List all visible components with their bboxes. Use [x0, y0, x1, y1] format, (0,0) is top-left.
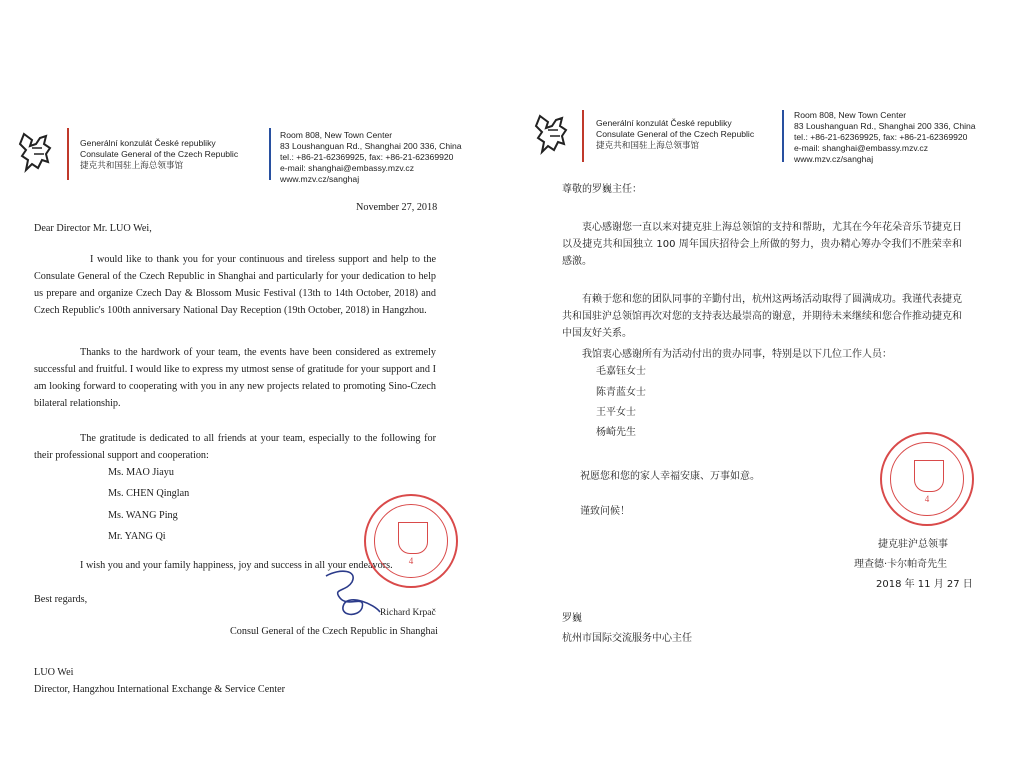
closing-wish: 祝愿您和您的家人幸福安康、万事如意。: [580, 471, 760, 482]
header-rule-blue: [269, 128, 271, 180]
header-line: www.mzv.cz/sanghaj: [794, 154, 874, 164]
header-line: Room 808, New Town Center: [794, 110, 907, 120]
header-line: 83 Loushanguan Rd., Shanghai 200 336, China: [794, 121, 976, 131]
header-line: 捷克共和国驻上海总领事馆: [80, 160, 184, 170]
best-regards: 谨致问候！: [580, 506, 630, 517]
letter-date: November 27, 2018: [356, 202, 438, 213]
chinese-letter: [516, 36, 1024, 726]
czech-lion-emblem-icon: [534, 112, 572, 158]
signer-name: Richard Krpač: [380, 608, 436, 618]
header-line: Room 808, New Town Center: [280, 130, 393, 140]
letter-date: 2018 年 11 月 27 日: [876, 579, 973, 590]
header-line: Generální konzulát České republiky: [80, 138, 216, 148]
header-left: [596, 118, 776, 151]
stamp-number: 4: [924, 494, 930, 504]
staff-name: Ms. CHEN Qinglan: [108, 488, 190, 499]
stamp-number: 4: [408, 556, 414, 566]
best-regards: Best regards,: [34, 594, 88, 605]
header-line: e-mail: shanghai@embassy.mzv.cz: [794, 143, 929, 153]
consulate-stamp: [880, 432, 974, 526]
handwritten-signature: [318, 564, 388, 622]
czech-lion-emblem-icon: [18, 130, 56, 176]
header-rule-blue: [782, 110, 784, 162]
staff-name: 杨崎先生: [596, 427, 636, 438]
english-letter: [0, 64, 510, 754]
salutation: Dear Director Mr. LUO Wei,: [34, 223, 152, 234]
header-line: 捷克共和国驻上海总领事馆: [596, 140, 700, 150]
staff-name: Mr. YANG Qi: [108, 531, 166, 542]
paragraph-3: 我馆衷心感谢所有为活动付出的贵办同事，特别是以下几位工作人员：: [582, 349, 892, 360]
paragraph-3: The gratitude is dedicated to all friends at your team, especially to the following for their professional support and cooperation:: [34, 433, 436, 461]
header-right: [794, 110, 1014, 165]
staff-name: 陈青蓝女士: [596, 387, 646, 398]
header-line: Consulate General of the Czech Republic: [80, 149, 239, 159]
header-line: e-mail: shanghai@embassy.mzv.cz: [280, 163, 415, 173]
header-line: 83 Loushanguan Rd., Shanghai 200 336, China: [280, 141, 462, 151]
signer-name: 理查德·卡尔帕奇先生: [854, 559, 948, 570]
header-line: Consulate General of the Czech Republic: [596, 129, 755, 139]
staff-name: Ms. WANG Ping: [108, 510, 178, 521]
header-line: tel.: +86-21-62369925, fax: +86-21-62369920: [794, 132, 968, 142]
closing-wish: I wish you and your family happiness, joy and success in all your endeavors.: [80, 560, 393, 571]
recipient-name: 罗巍: [562, 613, 582, 624]
recipient-title: 杭州市国际交流服务中心主任: [562, 633, 692, 644]
header-right: [280, 130, 500, 185]
paragraph-1: I would like to thank you for your continuous and tireless support and help to the Consulate General of the Czech Republic in Shanghai and particularly for your dedication to help us prepare and organize Czech Day & Blossom Music Festival (13th to 14th October, 2018) and Czech Republic's 100th anniversary National Day Reception (19th October, 2018) in Hangzhou.: [34, 254, 436, 316]
recipient-title: Director, Hangzhou International Exchange & Service Center: [34, 684, 286, 695]
recipient-name: LUO Wei: [34, 667, 74, 678]
header-line: tel.: +86-21-62369925, fax: +86-21-62369920: [280, 152, 454, 162]
staff-name: 王平女士: [596, 407, 636, 418]
signer-org: 捷克驻沪总领事: [878, 539, 948, 550]
stamp-lion-shield-icon: [914, 460, 944, 492]
header-line: Generální konzulát České republiky: [596, 118, 732, 128]
staff-name: Ms. MAO Jiayu: [108, 467, 174, 478]
staff-name: 毛嘉钰女士: [596, 366, 646, 377]
signer-title: Consul General of the Czech Republic in Shanghai: [230, 626, 438, 637]
header-line: www.mzv.cz/sanghaj: [280, 174, 360, 184]
header-rule-red: [67, 128, 69, 180]
header-rule-red: [582, 110, 584, 162]
stamp-lion-shield-icon: [398, 522, 428, 554]
header-left: [80, 138, 260, 171]
paragraph-2: Thanks to the hardwork of your team, the events have been considered as extremely successful and fruitful. I would like to express my utmost sense of gratitude for your support and I am looking forward to cooperating with you in any new projects related to promoting Sino-Czech bilateral relationship.: [34, 347, 436, 409]
salutation: 尊敬的罗巍主任：: [562, 184, 642, 195]
paragraph-2: 有赖于您和您的团队同事的辛勤付出，杭州这两场活动取得了圆满成功。我谨代表捷克共和国驻沪总领馆再次对您的支持表达最崇高的谢意，并期待未来继续和您合作推动捷克和中国友好关系。: [562, 294, 962, 339]
paragraph-1: 衷心感谢您一直以来对捷克驻上海总领馆的支持和帮助，尤其在今年花朵音乐节捷克日以及捷克共和国独立 100 周年国庆招待会上所做的努力，贵办精心筹办令我们不胜荣幸和感激。: [562, 222, 962, 267]
